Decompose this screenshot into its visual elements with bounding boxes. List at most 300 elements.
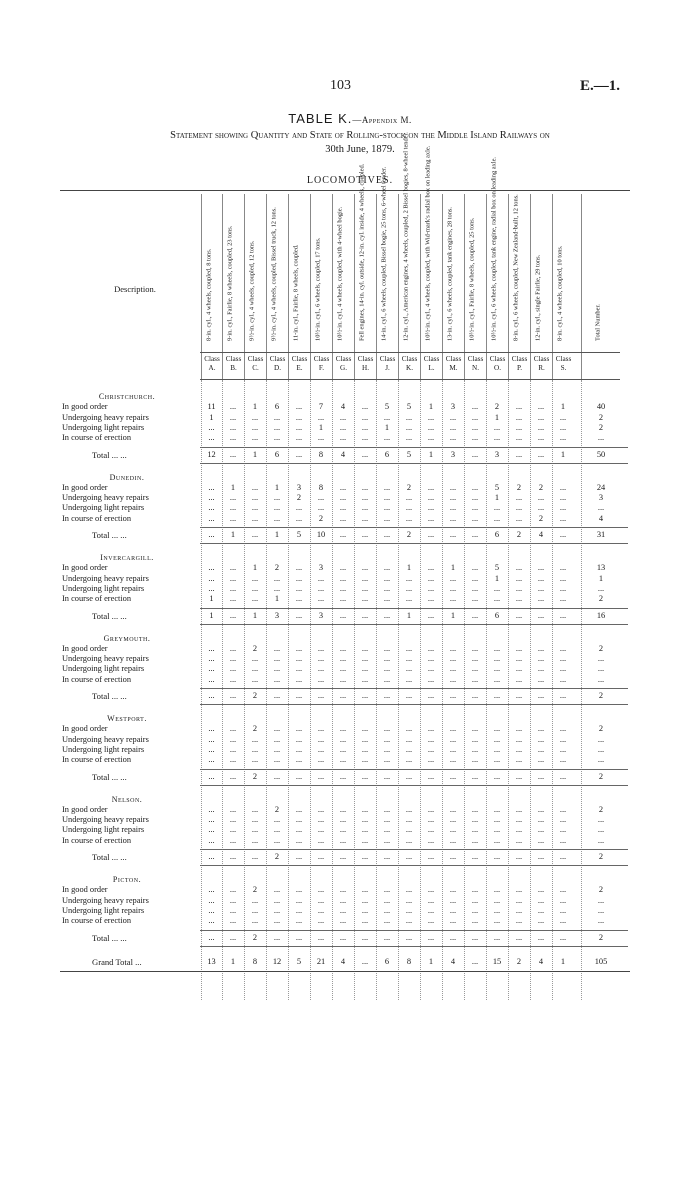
column-description: 8-in. cyl., 4 wheels, coupled, 8 tons. xyxy=(204,248,212,341)
state-row-cell: ... xyxy=(537,654,545,664)
state-row-cell: ... xyxy=(361,744,369,754)
total-rule xyxy=(200,527,628,528)
state-row-cell: ... xyxy=(597,835,605,845)
state-row-cell: ... xyxy=(317,905,325,915)
state-row-cell: ... xyxy=(273,513,281,523)
class-label: Class E. xyxy=(288,353,310,379)
state-row-cell: ... xyxy=(427,422,435,432)
state-row-cell: ... xyxy=(559,744,567,754)
total-row-cell: ... xyxy=(493,771,501,781)
state-row-cell: 40 xyxy=(596,402,606,412)
state-row-cell: ... xyxy=(405,412,413,422)
state-row-cell: ... xyxy=(339,573,347,583)
state-row-cell: ... xyxy=(361,503,369,513)
state-row-cell: ... xyxy=(273,825,281,835)
state-row-cell: ... xyxy=(405,573,413,583)
state-row-cell: ... xyxy=(295,885,303,895)
total-row-cell: 10 xyxy=(316,530,326,539)
state-row-cell: ... xyxy=(449,664,457,674)
grand-total-row-cell: ... xyxy=(361,956,369,966)
state-row-cell: ... xyxy=(493,804,501,814)
state-row-cell: ... xyxy=(405,724,413,734)
total-row-cell: ... xyxy=(515,771,523,781)
state-row-cell: ... xyxy=(208,724,215,734)
state-row-cell: ... xyxy=(208,573,215,583)
state-row-cell: ... xyxy=(537,755,545,765)
state-row-cell: ... xyxy=(251,734,259,744)
state-row-cell: ... xyxy=(273,885,281,895)
state-row-cell: ... xyxy=(251,895,259,905)
state-row-cell: ... xyxy=(295,433,303,443)
state-row-cell: ... xyxy=(317,573,325,583)
state-row-cell: ... xyxy=(295,412,303,422)
state-row-cell: 3 xyxy=(318,563,324,573)
column-description: 10½-in. cyl., 6 wheels, coupled, 17 tons. xyxy=(314,237,322,341)
state-row-cell: ... xyxy=(427,885,435,895)
state-row-cell: 1 xyxy=(560,402,566,412)
total-row-cell: ... xyxy=(361,932,369,942)
row-label: In good order xyxy=(62,804,108,814)
state-row-cell: ... xyxy=(537,643,545,653)
state-row-cell: ... xyxy=(295,674,303,684)
state-row-cell: ... xyxy=(361,916,369,926)
state-row-cell: ... xyxy=(493,724,501,734)
state-row-cell: ... xyxy=(471,724,479,734)
state-row-cell: ... xyxy=(383,674,391,684)
state-row-cell: ... xyxy=(229,503,237,513)
state-row-cell: ... xyxy=(515,724,523,734)
state-row-cell: ... xyxy=(208,916,215,926)
state-row-cell: ... xyxy=(537,664,545,674)
row-label: In good order xyxy=(62,482,108,492)
state-row-cell: ... xyxy=(361,825,369,835)
grand-total-row-cell: 6 xyxy=(384,956,390,966)
state-row-cell: ... xyxy=(537,835,545,845)
total-row-cell: ... xyxy=(515,932,523,942)
total-row-cell: 2 xyxy=(516,530,522,539)
total-row-cell: ... xyxy=(317,771,325,781)
total-row-cell: ... xyxy=(383,852,391,861)
state-row-cell: ... xyxy=(383,482,391,492)
grand-total-row-cell: 8 xyxy=(252,956,258,966)
state-row-cell: 2 xyxy=(406,482,412,492)
total-row-cell: 6 xyxy=(494,610,500,620)
state-row-cell: ... xyxy=(537,573,545,583)
state-row-cell: ... xyxy=(471,674,479,684)
state-row-cell: ... xyxy=(597,815,605,825)
state-row-cell: ... xyxy=(251,594,259,604)
row-label: Undergoing heavy repairs xyxy=(62,815,149,825)
state-row-cell: ... xyxy=(449,583,457,593)
state-row-cell: ... xyxy=(295,825,303,835)
state-row-cell: ... xyxy=(229,744,237,754)
state-row-cell: ... xyxy=(317,885,325,895)
state-row-cell: ... xyxy=(208,493,215,503)
state-row-cell: ... xyxy=(361,573,369,583)
state-row-cell: ... xyxy=(427,643,435,653)
total-rule xyxy=(200,865,628,866)
column-description: 9½-in. cyl., 4 wheels, coupled, Bissel truck, 12 tons. xyxy=(270,206,278,341)
total-row-cell: ... xyxy=(515,449,523,459)
state-row-cell: 3 xyxy=(450,402,456,412)
grand-total-row-cell: 2 xyxy=(516,956,522,966)
state-row-cell: ... xyxy=(515,493,523,503)
state-row-cell: 1 xyxy=(406,563,412,573)
state-row-cell: ... xyxy=(251,412,259,422)
total-row-cell: ... xyxy=(295,771,303,781)
column-description: 10½-in. cyl., 4 wheels, coupled, with Wid-mark's radial box on leading axle. xyxy=(424,145,432,341)
state-row-cell: ... xyxy=(427,654,435,664)
state-row-cell: ... xyxy=(229,804,237,814)
column-description: 12-in. cyl., single Fairlie, 29 tons. xyxy=(534,254,542,341)
total-row-cell: 1 xyxy=(252,610,258,620)
state-row-cell: ... xyxy=(339,744,347,754)
total-row-cell: ... xyxy=(208,530,215,539)
state-row-cell: 2 xyxy=(598,422,604,432)
state-row-cell: ... xyxy=(537,433,545,443)
state-row-cell: ... xyxy=(405,804,413,814)
state-row-cell: ... xyxy=(405,513,413,523)
total-row-cell: ... xyxy=(471,449,479,459)
state-row-cell: ... xyxy=(493,422,501,432)
state-row-cell: 2 xyxy=(274,563,280,573)
state-row-cell: ... xyxy=(383,583,391,593)
state-row-cell: ... xyxy=(251,573,259,583)
class-label: Class M. xyxy=(442,353,464,379)
state-row-cell: ... xyxy=(229,412,237,422)
grand-total-row-cell: 4 xyxy=(450,956,456,966)
total-row-cell: ... xyxy=(449,771,457,781)
state-row-cell: 2 xyxy=(598,885,604,895)
class-label: Class H. xyxy=(354,353,376,379)
total-row-cell: 1 xyxy=(209,610,214,620)
state-row-cell: ... xyxy=(317,664,325,674)
total-label: Total ... ... xyxy=(92,691,127,701)
state-row-cell: ... xyxy=(471,905,479,915)
state-row-cell: ... xyxy=(449,835,457,845)
state-row-cell: ... xyxy=(317,744,325,754)
state-row-cell: ... xyxy=(229,755,237,765)
state-row-cell: ... xyxy=(493,654,501,664)
state-row-cell: ... xyxy=(405,594,413,604)
state-row-cell: ... xyxy=(427,815,435,825)
state-row-cell: ... xyxy=(273,744,281,754)
state-row-cell: ... xyxy=(515,804,523,814)
state-row-cell: ... xyxy=(449,503,457,513)
state-row-cell: ... xyxy=(515,594,523,604)
grand-total-row-cell: 1 xyxy=(428,956,434,966)
state-row-cell: 6 xyxy=(274,402,280,412)
state-row-cell: ... xyxy=(339,422,347,432)
total-rule xyxy=(200,543,628,544)
total-row-cell: ... xyxy=(208,932,215,942)
state-row-cell: ... xyxy=(597,905,605,915)
state-row-cell: ... xyxy=(471,643,479,653)
grand-total-row-cell: 15 xyxy=(492,956,502,966)
total-row-cell: ... xyxy=(449,932,457,942)
state-row-cell: ... xyxy=(597,744,605,754)
total-row-cell: ... xyxy=(471,530,479,539)
state-row-cell: ... xyxy=(229,493,237,503)
state-row-cell: ... xyxy=(208,503,215,513)
total-row-cell: ... xyxy=(427,932,435,942)
state-row-cell: ... xyxy=(559,643,567,653)
column-header xyxy=(222,194,244,352)
state-row-cell: ... xyxy=(273,916,281,926)
class-header-row xyxy=(200,352,620,380)
total-row-cell: ... xyxy=(427,610,435,620)
total-row-cell: ... xyxy=(383,771,391,781)
state-row-cell: ... xyxy=(317,804,325,814)
class-label: Class B. xyxy=(222,353,244,379)
state-row-cell: ... xyxy=(559,755,567,765)
class-label: Class R. xyxy=(530,353,552,379)
total-row-cell: 2 xyxy=(252,771,258,781)
state-row-cell: ... xyxy=(229,422,237,432)
state-row-cell: ... xyxy=(208,804,215,814)
total-row-cell: ... xyxy=(471,852,479,861)
state-row-cell: ... xyxy=(383,835,391,845)
state-row-cell: ... xyxy=(229,563,237,573)
state-row-cell: ... xyxy=(339,563,347,573)
state-row-cell: ... xyxy=(405,583,413,593)
state-row-cell: ... xyxy=(405,825,413,835)
state-row-cell: ... xyxy=(273,503,281,513)
state-row-cell: ... xyxy=(251,744,259,754)
state-row-cell: ... xyxy=(493,885,501,895)
column-description: Fell engines, 14-in. cyl. outside, 12-in. cyl. inside, 4 wheels, coupled. xyxy=(358,163,366,341)
total-row-cell: ... xyxy=(537,691,545,700)
state-row-cell: ... xyxy=(361,664,369,674)
state-row-cell: ... xyxy=(493,664,501,674)
state-row-cell: ... xyxy=(449,744,457,754)
total-rule xyxy=(200,624,628,625)
state-row-cell: ... xyxy=(493,433,501,443)
state-row-cell: ... xyxy=(471,573,479,583)
state-row-cell: ... xyxy=(471,815,479,825)
class-label xyxy=(581,353,621,379)
state-row-cell: ... xyxy=(361,755,369,765)
state-row-cell: ... xyxy=(559,422,567,432)
state-row-cell: ... xyxy=(515,422,523,432)
state-row-cell: ... xyxy=(361,583,369,593)
state-row-cell: ... xyxy=(515,835,523,845)
state-row-cell: ... xyxy=(383,815,391,825)
state-row-cell: ... xyxy=(559,835,567,845)
total-row-cell: 1 xyxy=(274,530,280,539)
state-row-cell: ... xyxy=(251,664,259,674)
state-row-cell: ... xyxy=(515,885,523,895)
state-row-cell: ... xyxy=(229,724,237,734)
state-row-cell: ... xyxy=(471,493,479,503)
state-row-cell: ... xyxy=(317,734,325,744)
state-row-cell: ... xyxy=(559,815,567,825)
class-label: Class S. xyxy=(552,353,574,379)
state-row-cell: ... xyxy=(383,594,391,604)
state-row-cell: ... xyxy=(597,755,605,765)
state-row-cell: ... xyxy=(317,654,325,664)
total-row-cell: ... xyxy=(405,932,413,942)
state-row-cell: ... xyxy=(273,433,281,443)
total-rule xyxy=(200,447,628,448)
state-row-cell: ... xyxy=(515,503,523,513)
state-row-cell: ... xyxy=(383,895,391,905)
total-row-cell: ... xyxy=(361,610,369,620)
state-row-cell: ... xyxy=(273,654,281,664)
total-row-cell: ... xyxy=(537,852,545,861)
grand-total-row-cell: 12 xyxy=(272,956,282,966)
state-row-cell: ... xyxy=(339,493,347,503)
state-row-cell: ... xyxy=(493,583,501,593)
state-row-cell: ... xyxy=(383,493,391,503)
station-heading: Dunedin. xyxy=(109,472,145,482)
state-row-cell: ... xyxy=(273,755,281,765)
state-row-cell: ... xyxy=(597,654,605,664)
state-row-cell: ... xyxy=(597,674,605,684)
total-label: Total ... ... xyxy=(92,530,127,540)
state-row-cell: ... xyxy=(449,815,457,825)
column-header xyxy=(486,156,508,352)
total-row-cell: 2 xyxy=(274,852,280,861)
state-row-cell: 2 xyxy=(274,804,280,814)
state-row-cell: ... xyxy=(515,755,523,765)
state-row-cell: ... xyxy=(449,724,457,734)
total-row-cell: ... xyxy=(427,530,435,539)
state-row-cell: ... xyxy=(251,654,259,664)
state-row-cell: 3 xyxy=(296,482,302,492)
total-rule xyxy=(200,930,628,931)
state-row-cell: ... xyxy=(339,654,347,664)
state-row-cell: ... xyxy=(317,825,325,835)
state-row-cell: ... xyxy=(537,734,545,744)
class-label: Class G. xyxy=(332,353,354,379)
state-row-cell: ... xyxy=(251,422,259,432)
state-row-cell: ... xyxy=(427,482,435,492)
grand-total-row-cell: 13 xyxy=(207,956,216,966)
state-row-cell: ... xyxy=(339,594,347,604)
state-row-cell: ... xyxy=(295,402,303,412)
state-row-cell: ... xyxy=(449,643,457,653)
state-row-cell: ... xyxy=(597,433,605,443)
state-row-cell: ... xyxy=(471,835,479,845)
state-row-cell: ... xyxy=(515,513,523,523)
column-header xyxy=(464,194,486,352)
column-description: 9½-in. cyl., 4 wheels, coupled, 12 tons. xyxy=(248,240,256,341)
state-row-cell: ... xyxy=(383,513,391,523)
row-label: In course of erection xyxy=(62,433,132,443)
state-row-cell: ... xyxy=(405,503,413,513)
state-row-cell: ... xyxy=(317,916,325,926)
state-row-cell: ... xyxy=(251,493,259,503)
state-row-cell: ... xyxy=(361,643,369,653)
state-row-cell: ... xyxy=(471,734,479,744)
total-row-cell: ... xyxy=(427,771,435,781)
state-row-cell: ... xyxy=(537,563,545,573)
state-row-cell: ... xyxy=(208,583,215,593)
state-row-cell: ... xyxy=(361,433,369,443)
state-row-cell: 5 xyxy=(384,402,390,412)
total-row-cell: 1 xyxy=(230,530,236,539)
state-row-cell: 1 xyxy=(428,402,434,412)
state-row-cell: ... xyxy=(427,594,435,604)
state-row-cell: ... xyxy=(537,885,545,895)
state-row-cell: ... xyxy=(471,744,479,754)
state-row-cell: ... xyxy=(208,674,215,684)
total-row-cell: ... xyxy=(537,771,545,781)
column-header xyxy=(420,145,442,352)
state-row-cell: ... xyxy=(493,594,501,604)
state-row-cell: 2 xyxy=(252,885,258,895)
column-header xyxy=(201,194,222,352)
total-row-cell: ... xyxy=(537,932,545,942)
state-row-cell: ... xyxy=(559,412,567,422)
page-number: 103 xyxy=(330,78,351,93)
state-row-cell: ... xyxy=(405,916,413,926)
state-row-cell: ... xyxy=(537,503,545,513)
state-row-cell: 13 xyxy=(596,563,606,573)
state-row-cell: ... xyxy=(229,433,237,443)
state-row-cell: ... xyxy=(537,402,545,412)
state-row-cell: ... xyxy=(449,422,457,432)
state-row-cell: ... xyxy=(427,563,435,573)
grand-total-row-cell: 8 xyxy=(406,956,412,966)
state-row-cell: ... xyxy=(449,804,457,814)
class-label: Class L. xyxy=(420,353,442,379)
total-row-cell: ... xyxy=(229,771,237,781)
state-row-cell: ... xyxy=(537,583,545,593)
column-header xyxy=(442,194,464,352)
state-row-cell: ... xyxy=(515,583,523,593)
state-row-cell: ... xyxy=(559,895,567,905)
state-row-cell: 5 xyxy=(494,482,500,492)
state-row-cell: ... xyxy=(251,815,259,825)
state-row-cell: ... xyxy=(559,493,567,503)
total-rule xyxy=(200,946,628,947)
state-row-cell: ... xyxy=(295,583,303,593)
state-row-cell: ... xyxy=(471,825,479,835)
state-row-cell: ... xyxy=(559,804,567,814)
state-row-cell: ... xyxy=(493,825,501,835)
total-row-cell: ... xyxy=(383,691,391,700)
state-row-cell: ... xyxy=(427,895,435,905)
state-row-cell: ... xyxy=(427,412,435,422)
state-row-cell: ... xyxy=(559,905,567,915)
state-row-cell: ... xyxy=(515,744,523,754)
row-label: Undergoing light repairs xyxy=(62,664,145,674)
state-row-cell: 4 xyxy=(340,402,346,412)
state-row-cell: ... xyxy=(405,905,413,915)
state-row-cell: ... xyxy=(251,835,259,845)
state-row-cell: ... xyxy=(339,664,347,674)
state-row-cell: ... xyxy=(208,755,215,765)
state-row-cell: ... xyxy=(471,594,479,604)
total-row-cell: ... xyxy=(471,610,479,620)
row-label: In good order xyxy=(62,724,108,734)
column-description: 8-in. cyl., 6 wheels, coupled, New Zealand-built, 12 tons. xyxy=(512,193,520,341)
state-row-cell: ... xyxy=(449,734,457,744)
statement xyxy=(50,129,670,157)
state-row-cell: ... xyxy=(427,755,435,765)
total-row-cell: ... xyxy=(361,530,369,539)
statement-line-1: Statement showing Quantity and State of Rolling-stock on the Middle Island Railways on xyxy=(170,130,550,141)
total-row-cell: ... xyxy=(559,771,567,781)
total-rule xyxy=(200,608,628,609)
state-row-cell: ... xyxy=(383,724,391,734)
state-row-cell: 1 xyxy=(274,594,280,604)
state-row-cell: ... xyxy=(597,583,605,593)
row-label: Undergoing light repairs xyxy=(62,422,145,432)
state-row-cell: ... xyxy=(208,905,215,915)
